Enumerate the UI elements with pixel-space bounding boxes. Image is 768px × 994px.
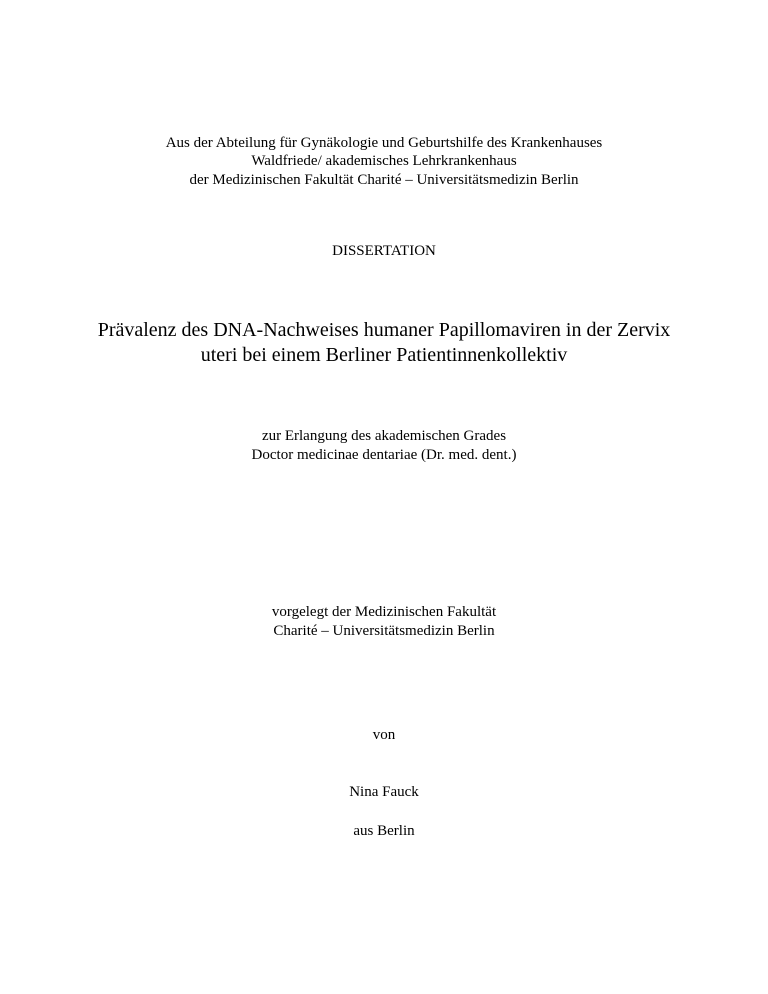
institution-line-3: der Medizinischen Fakultät Charité – Universitätsmedizin Berlin: [189, 172, 579, 188]
institution-line-1: Aus der Abteilung für Gynäkologie und Geburtshilfe des Krankenhauses: [165, 135, 603, 151]
degree-line-1: zur Erlangung des akademischen Grades: [261, 428, 507, 444]
author-name: Nina Fauck: [349, 784, 419, 800]
author-von: von: [372, 727, 396, 743]
document-type: DISSERTATION: [332, 243, 436, 259]
submitted-line-1: vorgelegt der Medizinischen Fakultät: [271, 604, 497, 620]
author-origin: aus Berlin: [353, 823, 415, 839]
degree-line-2: Doctor medicinae dentariae (Dr. med. dent.): [251, 447, 517, 463]
thesis-title-line-2: uteri bei einem Berliner Patientinnenkollektiv: [200, 344, 568, 366]
thesis-title-line-1: Prävalenz des DNA-Nachweises humaner Papillomaviren in der Zervix: [97, 319, 671, 341]
submitted-line-2: Charité – Universitätsmedizin Berlin: [273, 623, 495, 639]
institution-line-2: Waldfriede/ akademisches Lehrkrankenhaus: [251, 153, 517, 169]
